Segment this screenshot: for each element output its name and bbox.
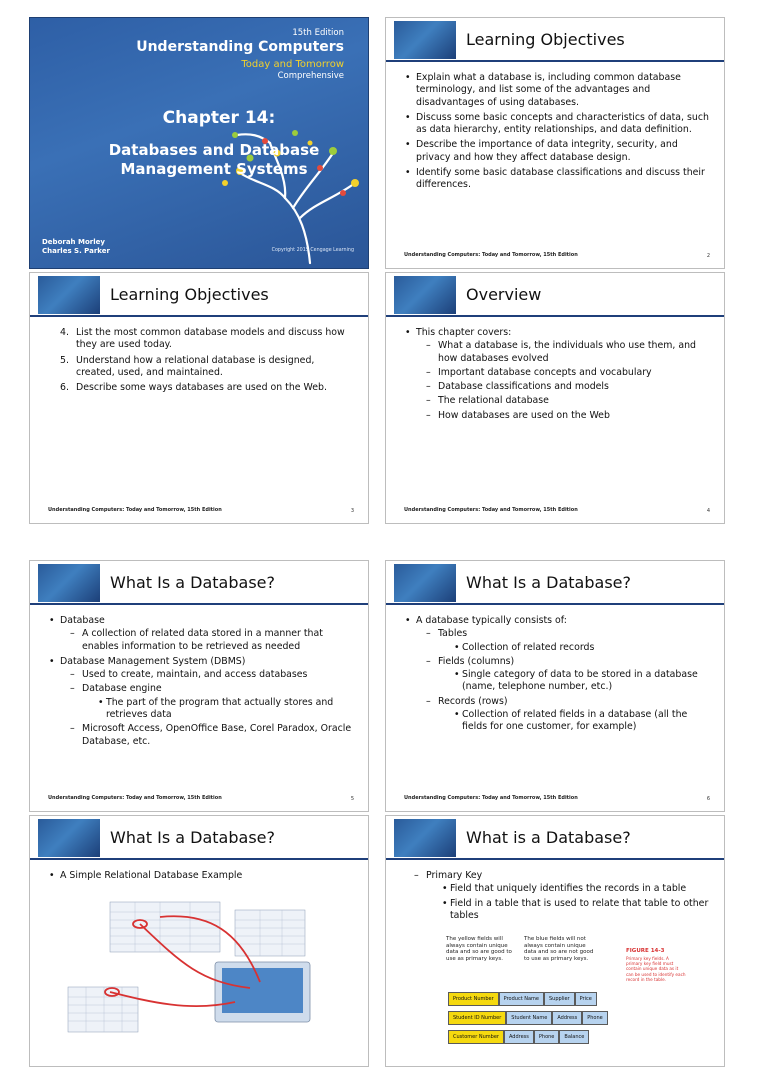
bullet-item [404, 615, 712, 734]
sub-bullet-text: Tables [438, 628, 468, 640]
key-row-customer [448, 1030, 589, 1044]
slide-content [48, 327, 356, 397]
tree-thumbnail-icon [394, 819, 456, 857]
copyright-text: Copyright 2015 Cengage Learning [271, 248, 354, 253]
slide-banner [30, 816, 368, 860]
slide-content [404, 615, 712, 737]
key-row-product [448, 992, 597, 1006]
slide-footer: Understanding Computers: Today and Tomorrow, 15th Edition [404, 795, 578, 801]
slide-title: What is a Database? [466, 828, 631, 847]
book-subtitle: Today and Tomorrow [241, 59, 344, 70]
slide-content [48, 870, 356, 885]
overview-item: – The relational database [416, 395, 712, 407]
slide-learning-objectives-2[interactable] [29, 272, 369, 524]
sub-sub-bullet-item: • Single category of data to be stored in a database (name, telephone number, etc.) [438, 669, 712, 694]
edition-label: 15th Edition [292, 28, 344, 38]
slide-title: What Is a Database? [466, 573, 631, 592]
slide-page-number: 4 [706, 508, 710, 514]
field-cell: Supplier [544, 992, 575, 1006]
sub-bullet-item [404, 870, 712, 922]
sub-bullet-text: Primary Key [426, 870, 483, 881]
objective-item [48, 382, 356, 394]
chapter-title-line1: Databases and Database [108, 141, 320, 159]
tree-thumbnail-icon [38, 564, 100, 602]
lead-text: This chapter covers: [416, 327, 512, 338]
slide-what-is-database-1[interactable] [29, 560, 369, 812]
slide-primary-key[interactable] [385, 815, 725, 1067]
sub-sub-bullet-item: • Collection of related records [438, 642, 712, 654]
slide-content [48, 615, 356, 751]
sub-bullet-item [416, 628, 712, 654]
chapter-number: Chapter 14: [162, 108, 276, 128]
tree-thumbnail-icon [394, 276, 456, 314]
key-cell: Customer Number [448, 1030, 504, 1044]
overview-item: – Database classifications and models [416, 381, 712, 393]
slide-footer: Understanding Computers: Today and Tomorrow, 15th Edition [404, 252, 578, 258]
tree-illustration-icon [215, 113, 365, 263]
key-cell: Student ID Number [448, 1011, 506, 1025]
objective-item: • Identify some basic database classifications and discuss their differences. [404, 167, 712, 192]
tree-thumbnail-icon [38, 276, 100, 314]
field-cell: Phone [534, 1030, 560, 1044]
bullet-text: Database Management System (DBMS) [60, 655, 246, 667]
item-text: Understand how a relational database is designed, created, used, and maintained. [76, 354, 315, 378]
slide-overview[interactable] [385, 272, 725, 524]
slide-content [404, 72, 712, 195]
slide-page-number: 2 [706, 253, 710, 259]
sub-sub-bullet-item: • Field in a table that is used to relate that table to other tables [426, 898, 712, 923]
slide-footer: Understanding Computers: Today and Tomorrow, 15th Edition [404, 507, 578, 513]
relational-database-figure [60, 892, 340, 1032]
author-1: Deborah Morley [42, 238, 105, 246]
field-cell: Phone [582, 1011, 608, 1025]
sub-bullet-text: Fields (columns) [438, 655, 515, 667]
sub-bullet-item: – A collection of related data stored in a manner that enables information to be retrieved as needed [60, 628, 356, 653]
slide-content [404, 870, 712, 924]
author-2: Charles S. Parker [42, 247, 110, 255]
figure-label: FIGURE 14-3 [626, 948, 665, 954]
tree-thumbnail-icon [394, 564, 456, 602]
key-row-student [448, 1011, 608, 1025]
sub-sub-bullet-item: • Field that uniquely identifies the records in a table [426, 883, 712, 895]
tree-thumbnail-icon [394, 21, 456, 59]
book-title: Understanding Computers [136, 39, 344, 55]
item-text: Describe some ways databases are used on the Web. [76, 382, 327, 394]
slide-page-number: 5 [350, 796, 354, 802]
slide-title: What Is a Database? [110, 573, 275, 592]
field-cell: Address [552, 1011, 582, 1025]
slide-title-chapter14[interactable] [29, 17, 369, 269]
bullet-text: Database [60, 615, 105, 626]
overview-item: – How databases are used on the Web [416, 410, 712, 422]
sub-bullet-item [60, 683, 356, 721]
bullet-item: • A Simple Relational Database Example [48, 870, 356, 882]
sub-bullet-item [416, 696, 712, 734]
item-text: List the most common database models and discuss how they are used today. [76, 327, 345, 351]
slide-banner [30, 273, 368, 317]
sub-bullet-text: Database engine [82, 683, 162, 695]
slide-banner [386, 18, 724, 62]
slide-page-number: 3 [350, 508, 354, 514]
slide-title: Overview [466, 285, 542, 304]
item-number: 5. [60, 354, 69, 366]
slide-learning-objectives-1[interactable] [385, 17, 725, 269]
objective-item: • Describe the importance of data integrity, security, and privacy and how they affect database design. [404, 139, 712, 164]
slide-banner [386, 273, 724, 317]
item-number: 6. [60, 382, 69, 394]
sub-bullet-item [416, 656, 712, 694]
slide-banner [386, 816, 724, 860]
overview-item: – What a database is, the individuals who use them, and how databases evolved [416, 340, 712, 365]
chapter-title-line2: Management Systems [120, 160, 308, 178]
sub-sub-bullet-item: • Collection of related fields in a database (all the fields for one customer, for example) [438, 709, 712, 734]
item-number: 4. [60, 327, 69, 338]
tree-thumbnail-icon [38, 819, 100, 857]
slide-title: Learning Objectives [466, 30, 625, 49]
bullet-item [48, 615, 356, 653]
bullet-item [48, 656, 356, 748]
field-cell: Student Name [506, 1011, 552, 1025]
objective-item [48, 355, 356, 380]
slide-footer: Understanding Computers: Today and Tomorrow, 15th Edition [48, 795, 222, 801]
field-cell: Address [504, 1030, 534, 1044]
key-cell: Product Number [448, 992, 499, 1006]
slide-page-number: 6 [706, 796, 710, 802]
sub-bullet-text: Records (rows) [438, 695, 508, 707]
slide-footer: Understanding Computers: Today and Tomorrow, 15th Edition [48, 507, 222, 513]
book-version: Comprehensive [277, 71, 344, 81]
field-cell: Product Name [499, 992, 544, 1006]
figure-caption: Primary key fields. A primary key field must contain unique data as it can be used to identify each record in the table. [626, 956, 686, 982]
slide-banner [30, 561, 368, 605]
field-cell: Balance [559, 1030, 589, 1044]
yellow-fields-note: The yellow fields will always contain unique data and so are good to use as primary keys. [446, 936, 512, 962]
slide-content [404, 327, 712, 425]
objective-item: • Discuss some basic concepts and characteristics of data, such as data hierarchy, entity relationships, and data definition. [404, 112, 712, 137]
slide-relational-example[interactable] [29, 815, 369, 1067]
overview-lead [404, 327, 712, 422]
field-cell: Price [575, 992, 597, 1006]
objective-item [48, 327, 356, 352]
objective-item: • Explain what a database is, including common database terminology, and list some of the advantages and disadvantages of using databases. [404, 72, 712, 109]
sub-sub-bullet-item: • The part of the program that actually stores and retrieves data [82, 697, 356, 722]
overview-item: – Important database concepts and vocabulary [416, 367, 712, 379]
sub-bullet-item: – Microsoft Access, OpenOffice Base, Corel Paradox, Oracle Database, etc. [60, 723, 356, 748]
slide-title: Learning Objectives [110, 285, 269, 304]
slide-title: What Is a Database? [110, 828, 275, 847]
slide-what-is-database-2[interactable] [385, 560, 725, 812]
sub-bullet-item: – Used to create, maintain, and access databases [60, 669, 356, 681]
slide-banner [386, 561, 724, 605]
bullet-text: A database typically consists of: [416, 615, 567, 626]
blue-fields-note: The blue fields will not always contain unique data and so are not good to use as primary keys. [524, 936, 594, 962]
